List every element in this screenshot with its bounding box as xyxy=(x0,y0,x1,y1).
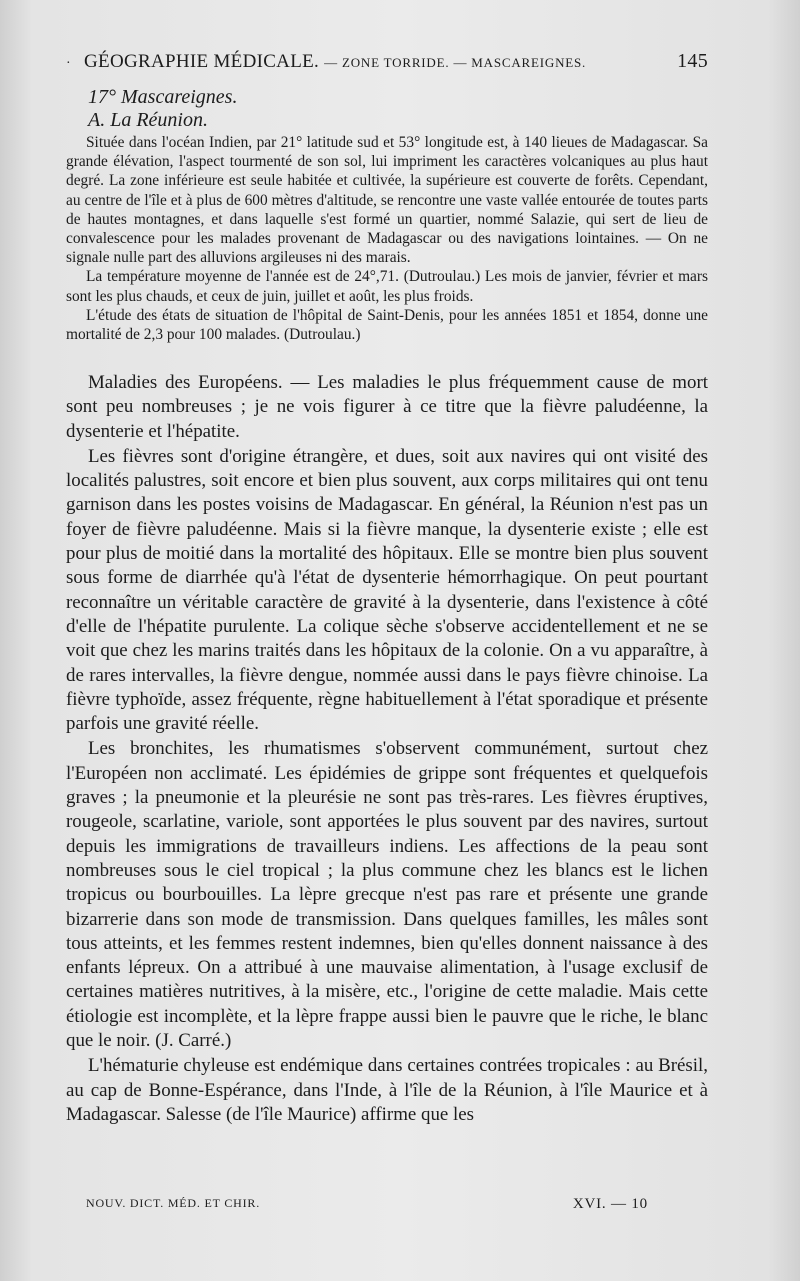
small-paragraph-2: La température moyenne de l'année est de 24°,71. (Dutroulau.) Les mois de janvier, février et mars sont les plus chauds, et ceux de juin, juillet et août, les plus froids. xyxy=(66,268,708,305)
body-paragraph-3: Les bronchites, les rhumatismes s'observent communément, surtout chez l'Européen non acclimaté. Les épidémies de grippe sont fréquentes et quelquefois graves ; la pneumonie et la pleurésie ne sont pas très-rares. Les fièvres éruptives, rougeole, scarlatine, variole, sont apportées le plus souvent par des navires, surtout depuis les immigrations de travailleurs indiens. Les affections de la peau sont nombreuses sous le ciel tropical ; la plus commune chez les blancs est le lichen tropicus ou bourbouilles. La lèpre grecque n'est pas rare et présente une grande bizarrerie dans son mode de transmission. Dans quelques familles, les mâles sont tous atteints, et les femmes restent indemnes, bien qu'elles donnent naissance à des enfants lépreux. On a attribué à une mauvaise alimentation, à l'usage exclusif de certaines matières nutritives, à la misère, etc., l'origine de cette maladie. Mais cette étiologie est incomplète, et la lèpre frappe aussi bien le pauvre que le riche, le blanc que le noir. (J. Carré.) xyxy=(66,738,708,1052)
page-number: 145 xyxy=(677,50,708,72)
header-left xyxy=(66,51,586,73)
body-paragraph-2: Les fièvres sont d'origine étrangère, et dues, soit aux navires qui ont visité des localités palustres, soit encore et bien plus souvent, aux corps militaires qui ont tenu garnison dans les postes voisins de Madagascar. En général, la Réunion n'est pas un foyer de fièvre paludéenne. Mais si la fièvre manque, la dysenterie existe ; elle est pour plus de moitié dans la mortalité des hôpitaux. Elle se montre bien plus souvent sous forme de diarrhée qu'à l'état de dysenterie hémorrhagique. On peut pourtant reconnaître un véritable caractère de gravité à la dysenterie, dans l'existence à côté d'elle de l'hépatite purulente. La colique sèche s'observe accidentellement et ne se voit que chez les marins traités dans les hôpitaux de la colonie. On a vu apparaître, à de rares intervalles, la fièvre dengue, nommée aussi dans le pays fièvre chinoise. La fièvre typhoïde, assez fréquente, règne habituellement à l'état sporadique et présente parfois une gravité réelle. xyxy=(66,445,708,735)
body-paragraph-4: L'hématurie chyleuse est endémique dans certaines contrées tropicales : au Brésil, au cap de Bonne-Espérance, dans l'Inde, à l'île de la Réunion, à l'île Maurice et à Madagascar. Salesse (de l'île Maurice) affirme que les xyxy=(66,1055,708,1125)
body-paragraph-1: Maladies des Européens. — Les maladies le plus fréquemment cause de mort sont peu nombreuses ; je ne vois figurer à ce titre que la fièvre paludéenne, la dysenterie et l'hépatite. xyxy=(66,372,708,442)
header-section: — ZONE TORRIDE. — MASCAREIGNES. xyxy=(324,55,587,70)
running-header xyxy=(66,50,708,73)
main-text-block xyxy=(66,371,708,1127)
section-title: 17° Mascareignes. xyxy=(88,86,238,108)
page-footer xyxy=(86,1196,708,1213)
header-title: GÉOGRAPHIE MÉDICALE. xyxy=(84,51,320,72)
signature-mark: XVI. — 10 xyxy=(572,1196,648,1212)
small-paragraph-3: L'étude des états de situation de l'hôpital de Saint-Denis, pour les années 1851 et 1854, donne une mortalité de 2,3 pour 100 malades. (Dutroulau.) xyxy=(66,306,708,344)
footer-left: NOUV. DICT. MÉD. ET CHIR. xyxy=(86,1196,261,1210)
header-bullet: · xyxy=(66,56,71,71)
subsection-title: A. La Réunion. xyxy=(88,109,208,131)
small-paragraph-1: Située dans l'océan Indien, par 21° latitude sud et 53° longitude est, à 140 lieues de Madagascar. Sa grande élévation, l'aspect tourmenté de son sol, lui impriment les caractères volcaniques au plus haut degré. La zone inférieure est seule habitée et cultivée, la supérieure est couverte de forêts. Cependant, au centre de l'île et à plus de 600 mètres d'altitude, se rencontre une vaste vallée entourée de toutes parts de hautes montagnes, et dans laquelle s'est formé un quartier, nommé Salazie, qui sert de lieu de convalescence pour les malades provenant de Madagascar ou des navigations lointaines. — On ne signale nulle part des alluvions argileuses ni des marais. xyxy=(66,134,708,267)
small-print-block xyxy=(66,133,708,344)
